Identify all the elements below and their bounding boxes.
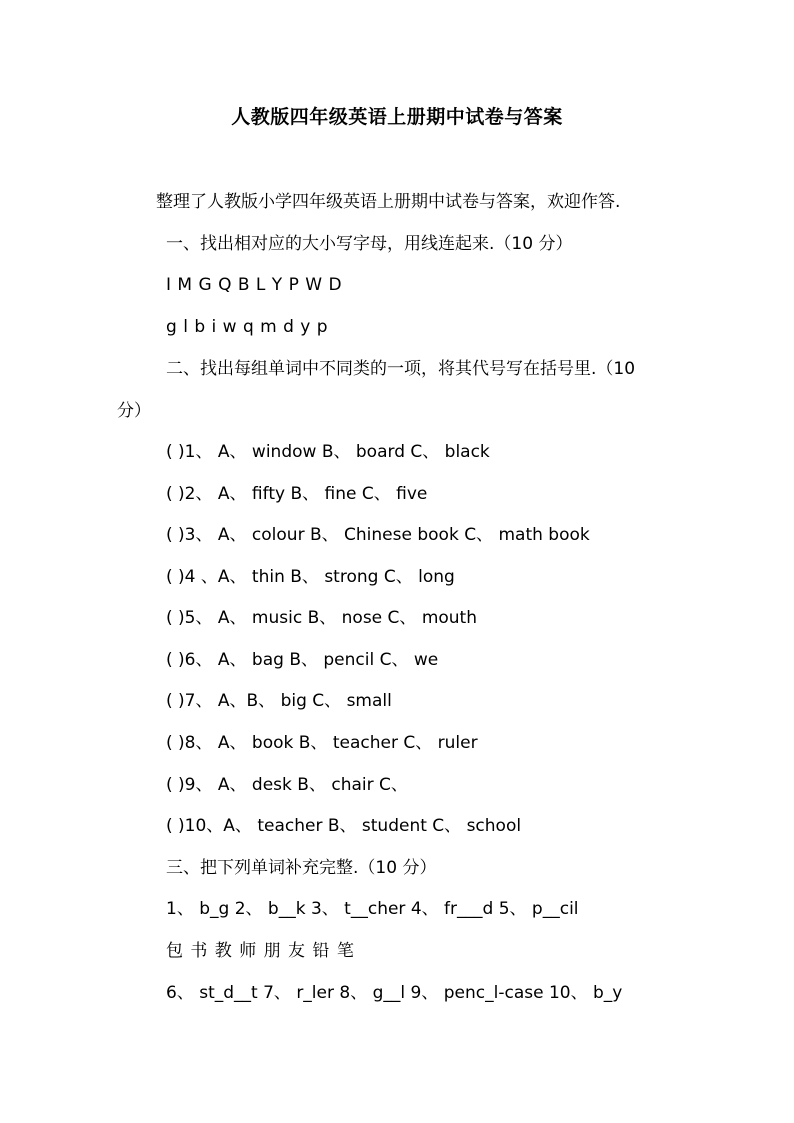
section3-chinese-hints: 包 书 教 师 朋 友 铅 笔 bbox=[166, 941, 354, 961]
intro-text: 整理了人教版小学四年级英语上册期中试卷与答案，欢迎作答. bbox=[156, 192, 621, 212]
question-item: ( )10、A、 teacher B、 student C、 school bbox=[166, 816, 522, 836]
question-item: ( )6、 A、 bag B、 pencil C、 we bbox=[166, 650, 439, 670]
section3-heading: 三、把下列单词补充完整.（10 分） bbox=[166, 858, 437, 878]
section3-words-row2: 6、 st_d__t 7、 r_ler 8、 g__l 9、 penc_l-case 10、 b_y bbox=[166, 983, 623, 1003]
section1-heading: 一、找出相对应的大小写字母，用线连起来.（10 分） bbox=[166, 234, 573, 254]
question-item: ( )7、 A、B、 big C、 small bbox=[166, 691, 392, 711]
question-item: ( )2、 A、 fifty B、 fine C、 five bbox=[166, 484, 428, 504]
section2-heading: 二、找出每组单词中不同类的一项，将其代号写在括号里.（10 bbox=[166, 359, 636, 379]
question-item: ( )5、 A、 music B、 nose C、 mouth bbox=[166, 608, 477, 628]
question-item: ( )4 、A、 thin B、 strong C、 long bbox=[166, 567, 455, 587]
section3-words-row1: 1、 b_g 2、 b__k 3、 t__cher 4、 fr___d 5、 p__cil bbox=[166, 899, 579, 919]
question-item: ( )1、 A、 window B、 board C、 black bbox=[166, 442, 490, 462]
question-item: ( )8、 A、 book B、 teacher C、 ruler bbox=[166, 733, 478, 753]
section2-heading-cont: 分） bbox=[117, 401, 151, 421]
uppercase-letters: I M G Q B L Y P W D bbox=[166, 275, 342, 295]
lowercase-letters: g l b i w q m d y p bbox=[166, 317, 328, 337]
question-item: ( )3、 A、 colour B、 Chinese book C、 math book bbox=[166, 525, 590, 545]
document-title: 人教版四年级英语上册期中试卷与答案 bbox=[231, 106, 563, 128]
question-item: ( )9、 A、 desk B、 chair C、 bbox=[166, 775, 408, 795]
